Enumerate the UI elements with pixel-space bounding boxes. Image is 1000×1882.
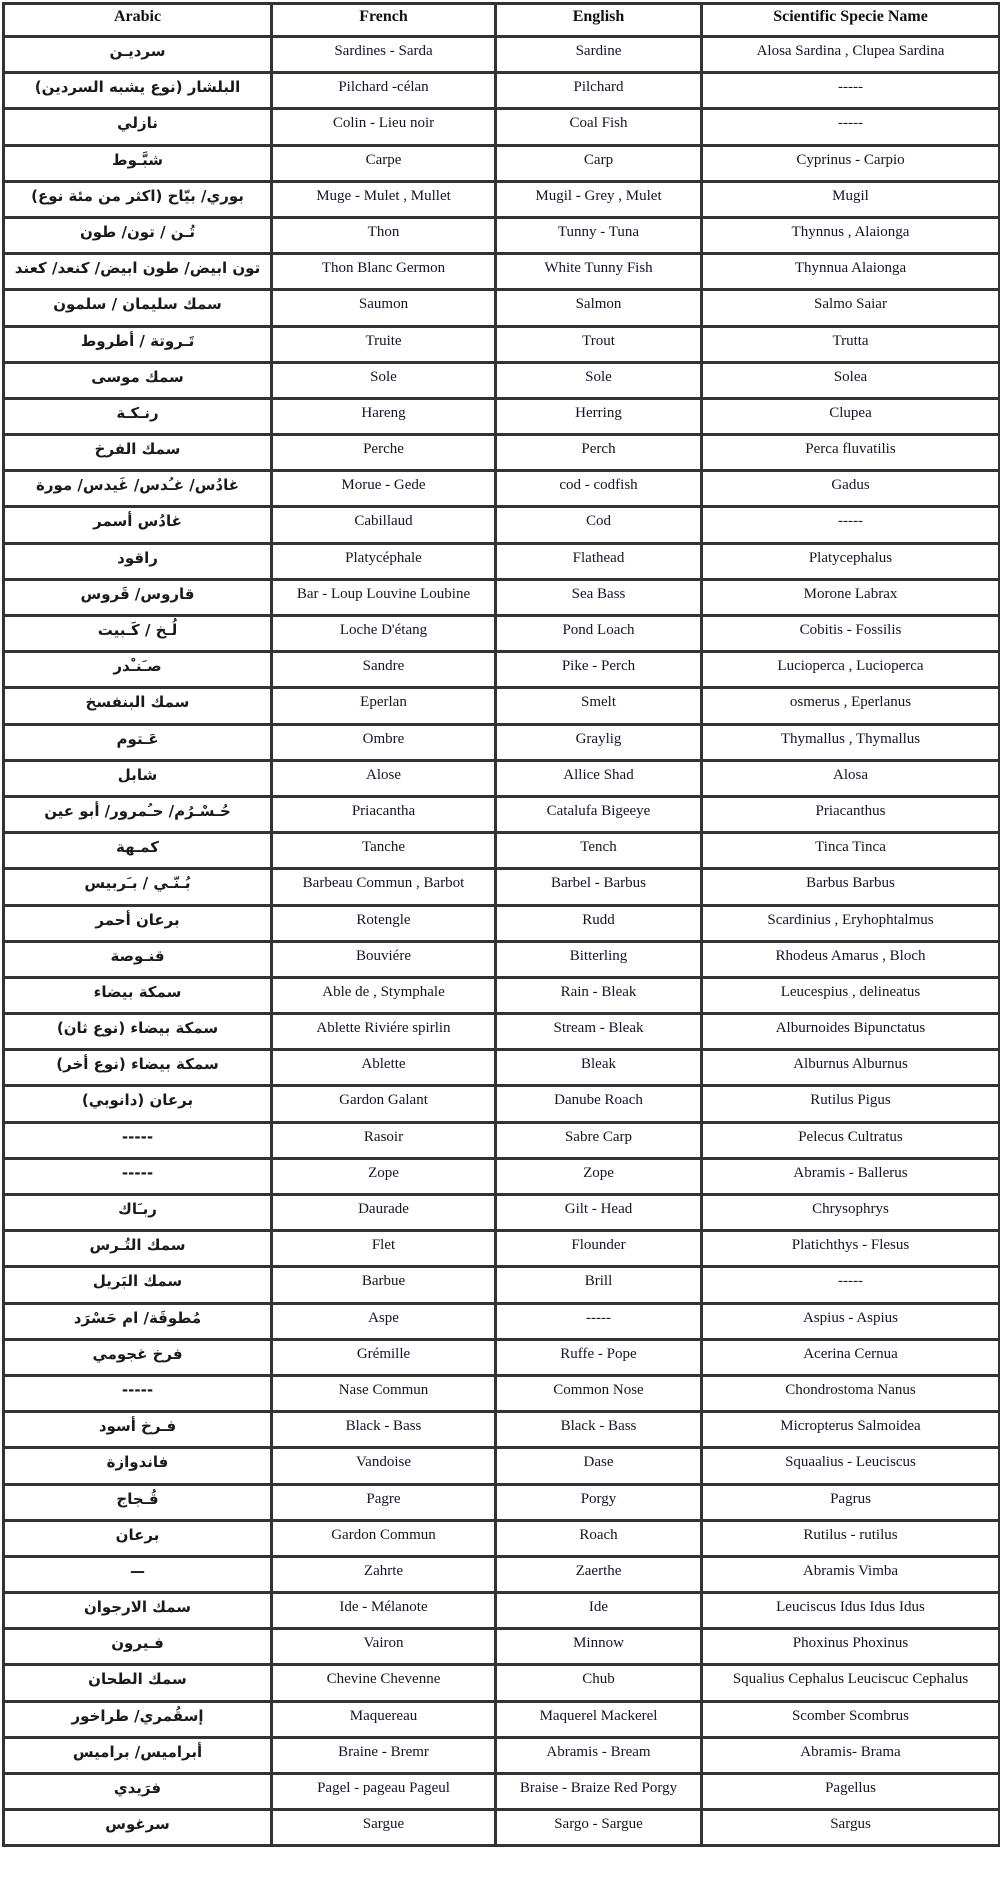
cell-scientific-name: Sargus <box>702 1810 1000 1846</box>
cell-arabic: فاندوازة <box>4 1448 272 1484</box>
cell-english: Smelt <box>496 688 702 724</box>
cell-scientific-name: ----- <box>702 73 1000 109</box>
cell-arabic: قاروس/ قَروس <box>4 579 272 615</box>
cell-english: Stream - Bleak <box>496 1014 702 1050</box>
cell-english: Tench <box>496 833 702 869</box>
cell-french: Gardon Galant <box>272 1086 496 1122</box>
cell-scientific-name: Squaalius - Leuciscus <box>702 1448 1000 1484</box>
cell-english: Trout <box>496 326 702 362</box>
cell-arabic: سمك سليمان / سلمون <box>4 290 272 326</box>
cell-english: Ruffe - Pope <box>496 1339 702 1375</box>
table-row <box>4 73 1000 109</box>
cell-arabic: قُـجاج <box>4 1484 272 1520</box>
table-row <box>4 1810 1000 1846</box>
cell-french: Bouviére <box>272 941 496 977</box>
cell-english: Pike - Perch <box>496 652 702 688</box>
cell-arabic: غادُس أسمر <box>4 507 272 543</box>
cell-english: Sole <box>496 362 702 398</box>
cell-arabic: تون ابيض/ طون ابيض/ كنعد/ كعند <box>4 254 272 290</box>
cell-english: Coal Fish <box>496 109 702 145</box>
cell-english: Zaerthe <box>496 1556 702 1592</box>
table-row <box>4 1556 1000 1592</box>
cell-french: Black - Bass <box>272 1412 496 1448</box>
cell-scientific-name: Rutilus - rutilus <box>702 1520 1000 1556</box>
cell-arabic: البلشار (نوع يشبه السردين) <box>4 73 272 109</box>
cell-english: Rudd <box>496 905 702 941</box>
table-row <box>4 543 1000 579</box>
cell-french: Barbue <box>272 1267 496 1303</box>
cell-french: Sardines - Sarda <box>272 37 496 73</box>
cell-arabic: غادُس/ غـُدس/ غَيدس/ مورة <box>4 471 272 507</box>
cell-english: Chub <box>496 1665 702 1701</box>
cell-french: Maquereau <box>272 1701 496 1737</box>
cell-french: Truite <box>272 326 496 362</box>
cell-scientific-name: Rhodeus Amarus , Bloch <box>702 941 1000 977</box>
cell-scientific-name: Scomber Scombrus <box>702 1701 1000 1737</box>
table-row <box>4 977 1000 1013</box>
cell-scientific-name: Pelecus Cultratus <box>702 1122 1000 1158</box>
cell-scientific-name: Thymallus , Thymallus <box>702 724 1000 760</box>
cell-arabic: سرديـن <box>4 37 272 73</box>
table-row <box>4 1050 1000 1086</box>
table-row <box>4 941 1000 977</box>
cell-english: Cod <box>496 507 702 543</box>
cell-english: Rain - Bleak <box>496 977 702 1013</box>
cell-arabic: أبراميس/ براميس <box>4 1737 272 1773</box>
cell-french: Carpe <box>272 145 496 181</box>
cell-arabic: كمـهة <box>4 833 272 869</box>
cell-arabic: بُـنّـي / بـَربيس <box>4 869 272 905</box>
cell-french: Sargue <box>272 1810 496 1846</box>
cell-french: Ablette Riviére spirlin <box>272 1014 496 1050</box>
cell-arabic: سمك الفرخ <box>4 435 272 471</box>
cell-english: Carp <box>496 145 702 181</box>
cell-french: Ombre <box>272 724 496 760</box>
cell-scientific-name: Alburnus Alburnus <box>702 1050 1000 1086</box>
cell-scientific-name: Platycephalus <box>702 543 1000 579</box>
cell-arabic: سمكة بيضاء (نوع أخر) <box>4 1050 272 1086</box>
cell-french: Flet <box>272 1231 496 1267</box>
table-row <box>4 326 1000 362</box>
cell-scientific-name: Micropterus Salmoidea <box>702 1412 1000 1448</box>
cell-scientific-name: Solea <box>702 362 1000 398</box>
cell-french: Grémille <box>272 1339 496 1375</box>
cell-french: Loche D'étang <box>272 616 496 652</box>
table-row <box>4 362 1000 398</box>
cell-arabic: راقود <box>4 543 272 579</box>
cell-scientific-name: Rutilus Pigus <box>702 1086 1000 1122</box>
cell-scientific-name: Gadus <box>702 471 1000 507</box>
table-row <box>4 1593 1000 1629</box>
cell-french: Thon Blanc Germon <box>272 254 496 290</box>
table-row <box>4 1339 1000 1375</box>
cell-french: Hareng <box>272 398 496 434</box>
cell-french: Ablette <box>272 1050 496 1086</box>
table-row <box>4 1629 1000 1665</box>
cell-scientific-name: Mugil <box>702 181 1000 217</box>
cell-arabic: شبَّـوط <box>4 145 272 181</box>
cell-scientific-name: Salmo Saiar <box>702 290 1000 326</box>
cell-french: Morue - Gede <box>272 471 496 507</box>
cell-scientific-name: Tinca Tinca <box>702 833 1000 869</box>
cell-arabic: قنـوصة <box>4 941 272 977</box>
cell-scientific-name: Thynnua Alaionga <box>702 254 1000 290</box>
cell-arabic: — <box>4 1556 272 1592</box>
cell-english: Roach <box>496 1520 702 1556</box>
table-row <box>4 145 1000 181</box>
cell-english: Bitterling <box>496 941 702 977</box>
table-row <box>4 616 1000 652</box>
table-row <box>4 1484 1000 1520</box>
table-body <box>4 37 1000 1846</box>
cell-french: Pagel - pageau Pageul <box>272 1774 496 1810</box>
cell-scientific-name: ----- <box>702 1267 1000 1303</box>
table-row <box>4 1520 1000 1556</box>
cell-french: Thon <box>272 217 496 253</box>
table-row <box>4 652 1000 688</box>
cell-arabic: فرَيدي <box>4 1774 272 1810</box>
cell-scientific-name: Aspius - Aspius <box>702 1303 1000 1339</box>
cell-arabic: حُـسْـرُم/ حـُمرور/ أبو عين <box>4 796 272 832</box>
cell-english: Sabre Carp <box>496 1122 702 1158</box>
cell-arabic: سمكة بيضاء <box>4 977 272 1013</box>
table-row <box>4 398 1000 434</box>
cell-scientific-name: Barbus Barbus <box>702 869 1000 905</box>
cell-french: Priacantha <box>272 796 496 832</box>
cell-scientific-name: Cyprinus - Carpio <box>702 145 1000 181</box>
cell-french: Sandre <box>272 652 496 688</box>
table-row <box>4 1774 1000 1810</box>
cell-arabic: شابل <box>4 760 272 796</box>
cell-english: Sardine <box>496 37 702 73</box>
cell-english: Pond Loach <box>496 616 702 652</box>
table-row <box>4 1448 1000 1484</box>
cell-scientific-name: Perca fluvatilis <box>702 435 1000 471</box>
table-row <box>4 1014 1000 1050</box>
table-row <box>4 37 1000 73</box>
cell-french: Sole <box>272 362 496 398</box>
cell-scientific-name: Clupea <box>702 398 1000 434</box>
cell-english: Mugil - Grey , Mulet <box>496 181 702 217</box>
table-row <box>4 1086 1000 1122</box>
cell-english: cod - codfish <box>496 471 702 507</box>
cell-arabic: ربـَاك <box>4 1195 272 1231</box>
table-row <box>4 471 1000 507</box>
header-arabic: Arabic <box>4 4 272 37</box>
cell-french: Pagre <box>272 1484 496 1520</box>
table-row <box>4 1701 1000 1737</box>
cell-arabic: برعان (دانوبي) <box>4 1086 272 1122</box>
cell-arabic: صـَنـْدر <box>4 652 272 688</box>
cell-scientific-name: ----- <box>702 109 1000 145</box>
table-row <box>4 1737 1000 1773</box>
cell-english: Zope <box>496 1158 702 1194</box>
cell-english: Minnow <box>496 1629 702 1665</box>
cell-scientific-name: Alosa <box>702 760 1000 796</box>
cell-english: Bleak <box>496 1050 702 1086</box>
cell-scientific-name: Thynnus , Alaionga <box>702 217 1000 253</box>
header-english: English <box>496 4 702 37</box>
header-french: French <box>272 4 496 37</box>
cell-scientific-name: Phoxinus Phoxinus <box>702 1629 1000 1665</box>
table-row <box>4 869 1000 905</box>
cell-arabic: سرغوس <box>4 1810 272 1846</box>
cell-english: Perch <box>496 435 702 471</box>
table-row <box>4 905 1000 941</box>
cell-scientific-name: Lucioperca , Lucioperca <box>702 652 1000 688</box>
table-row <box>4 1231 1000 1267</box>
cell-french: Vandoise <box>272 1448 496 1484</box>
cell-english: Allice Shad <box>496 760 702 796</box>
cell-arabic: مُطوقَة/ ام حَسْرَد <box>4 1303 272 1339</box>
cell-english: Black - Bass <box>496 1412 702 1448</box>
cell-scientific-name: Leucespius , delineatus <box>702 977 1000 1013</box>
cell-french: Chevine Chevenne <box>272 1665 496 1701</box>
cell-arabic: سمك البنفسخ <box>4 688 272 724</box>
cell-french: Eperlan <box>272 688 496 724</box>
cell-arabic: بوري/ بيّاح (اكثر من مئة نوع) <box>4 181 272 217</box>
cell-english: Danube Roach <box>496 1086 702 1122</box>
cell-french: Pilchard -célan <box>272 73 496 109</box>
cell-french: Tanche <box>272 833 496 869</box>
cell-english: White Tunny Fish <box>496 254 702 290</box>
cell-english: Braise - Braize Red Porgy <box>496 1774 702 1810</box>
cell-french: Nase Commun <box>272 1375 496 1411</box>
cell-french: Cabillaud <box>272 507 496 543</box>
table-row <box>4 435 1000 471</box>
cell-english: Barbel - Barbus <box>496 869 702 905</box>
cell-scientific-name: Trutta <box>702 326 1000 362</box>
cell-scientific-name: Abramis Vimba <box>702 1556 1000 1592</box>
table-row <box>4 1122 1000 1158</box>
cell-arabic: عَـتوم <box>4 724 272 760</box>
cell-french: Gardon Commun <box>272 1520 496 1556</box>
cell-french: Colin - Lieu noir <box>272 109 496 145</box>
cell-arabic: سمك الارجوان <box>4 1593 272 1629</box>
cell-arabic: سمك الطحان <box>4 1665 272 1701</box>
table-row <box>4 724 1000 760</box>
table-row <box>4 796 1000 832</box>
cell-english: Salmon <box>496 290 702 326</box>
cell-scientific-name: Alosa Sardina , Clupea Sardina <box>702 37 1000 73</box>
table-row <box>4 181 1000 217</box>
cell-arabic: سمك التُـرس <box>4 1231 272 1267</box>
cell-arabic: لُـخ / كَـبيت <box>4 616 272 652</box>
cell-scientific-name: Morone Labrax <box>702 579 1000 615</box>
cell-scientific-name: Acerina Cernua <box>702 1339 1000 1375</box>
cell-french: Zope <box>272 1158 496 1194</box>
cell-arabic: ----- <box>4 1122 272 1158</box>
header-scientific-name: Scientific Specie Name <box>702 4 1000 37</box>
table-row <box>4 1195 1000 1231</box>
cell-arabic: برعان أحمر <box>4 905 272 941</box>
cell-arabic: ----- <box>4 1158 272 1194</box>
cell-english: Dase <box>496 1448 702 1484</box>
cell-scientific-name: Pagrus <box>702 1484 1000 1520</box>
cell-arabic: رنـكـة <box>4 398 272 434</box>
cell-english: Flounder <box>496 1231 702 1267</box>
cell-scientific-name: Abramis - Ballerus <box>702 1158 1000 1194</box>
cell-french: Platycéphale <box>272 543 496 579</box>
cell-english: Ide <box>496 1593 702 1629</box>
cell-scientific-name: Priacanthus <box>702 796 1000 832</box>
cell-english: Gilt - Head <box>496 1195 702 1231</box>
table-row <box>4 833 1000 869</box>
table-row <box>4 1375 1000 1411</box>
table-row <box>4 290 1000 326</box>
cell-english: Sea Bass <box>496 579 702 615</box>
cell-arabic: نازلي <box>4 109 272 145</box>
cell-arabic: فرخ غجومي <box>4 1339 272 1375</box>
cell-arabic: فـرخ أسود <box>4 1412 272 1448</box>
cell-english: Porgy <box>496 1484 702 1520</box>
cell-arabic: تُـن / تون/ طون <box>4 217 272 253</box>
fish-names-table <box>2 2 1000 1847</box>
cell-english: Graylig <box>496 724 702 760</box>
cell-french: Rasoir <box>272 1122 496 1158</box>
table-row <box>4 1412 1000 1448</box>
cell-scientific-name: Scardinius , Eryhophtalmus <box>702 905 1000 941</box>
table-row <box>4 254 1000 290</box>
table-row <box>4 1303 1000 1339</box>
cell-arabic: سمك البَريل <box>4 1267 272 1303</box>
cell-arabic: إسقُمري/ طراخور <box>4 1701 272 1737</box>
table-row <box>4 217 1000 253</box>
cell-french: Zahrte <box>272 1556 496 1592</box>
cell-scientific-name: Squalius Cephalus Leuciscuc Cephalus <box>702 1665 1000 1701</box>
cell-english: Flathead <box>496 543 702 579</box>
cell-english: Common Nose <box>496 1375 702 1411</box>
cell-scientific-name: Leuciscus Idus Idus Idus <box>702 1593 1000 1629</box>
cell-english: Brill <box>496 1267 702 1303</box>
cell-french: Vairon <box>272 1629 496 1665</box>
cell-english: Tunny - Tuna <box>496 217 702 253</box>
cell-english: Catalufa Bigeeye <box>496 796 702 832</box>
cell-scientific-name: Abramis- Brama <box>702 1737 1000 1773</box>
cell-french: Aspe <box>272 1303 496 1339</box>
cell-arabic: فـيرون <box>4 1629 272 1665</box>
cell-french: Ide - Mélanote <box>272 1593 496 1629</box>
cell-french: Daurade <box>272 1195 496 1231</box>
cell-arabic: ----- <box>4 1375 272 1411</box>
cell-scientific-name: Platichthys - Flesus <box>702 1231 1000 1267</box>
cell-scientific-name: Chrysophrys <box>702 1195 1000 1231</box>
cell-arabic: تَـروتة / أطروط <box>4 326 272 362</box>
fish-names-document <box>2 2 998 1847</box>
table-row <box>4 1665 1000 1701</box>
cell-french: Barbeau Commun , Barbot <box>272 869 496 905</box>
cell-french: Perche <box>272 435 496 471</box>
cell-scientific-name: ----- <box>702 507 1000 543</box>
cell-english: Abramis - Bream <box>496 1737 702 1773</box>
cell-scientific-name: osmerus , Eperlanus <box>702 688 1000 724</box>
cell-scientific-name: Chondrostoma Nanus <box>702 1375 1000 1411</box>
table-row <box>4 1267 1000 1303</box>
table-row <box>4 579 1000 615</box>
cell-french: Rotengle <box>272 905 496 941</box>
table-row <box>4 688 1000 724</box>
cell-arabic: سمكة بيضاء (نوع ثان) <box>4 1014 272 1050</box>
table-row <box>4 109 1000 145</box>
cell-french: Saumon <box>272 290 496 326</box>
table-row <box>4 507 1000 543</box>
cell-scientific-name: Pagellus <box>702 1774 1000 1810</box>
cell-french: Able de , Stymphale <box>272 977 496 1013</box>
cell-english: ----- <box>496 1303 702 1339</box>
table-row <box>4 1158 1000 1194</box>
cell-scientific-name: Alburnoides Bipunctatus <box>702 1014 1000 1050</box>
cell-arabic: سمك موسى <box>4 362 272 398</box>
table-row <box>4 760 1000 796</box>
cell-french: Braine - Bremr <box>272 1737 496 1773</box>
cell-english: Maquerel Mackerel <box>496 1701 702 1737</box>
cell-scientific-name: Cobitis - Fossilis <box>702 616 1000 652</box>
cell-english: Sargo - Sargue <box>496 1810 702 1846</box>
header-row <box>4 4 1000 37</box>
cell-french: Alose <box>272 760 496 796</box>
cell-french: Bar - Loup Louvine Loubine <box>272 579 496 615</box>
cell-french: Muge - Mulet , Mullet <box>272 181 496 217</box>
cell-arabic: برعان <box>4 1520 272 1556</box>
cell-english: Herring <box>496 398 702 434</box>
cell-english: Pilchard <box>496 73 702 109</box>
